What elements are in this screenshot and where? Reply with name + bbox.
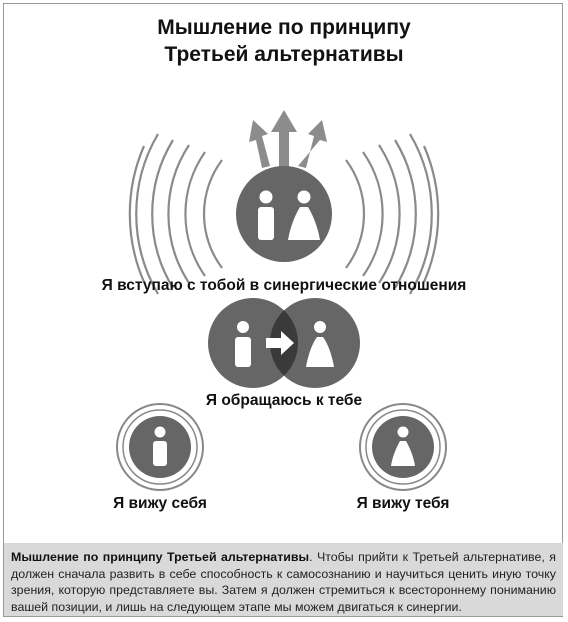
see-self-icon	[117, 404, 203, 490]
person-i-icon	[235, 321, 251, 367]
label-reach-out: Я обращаюсь к тебе	[205, 392, 363, 409]
label-see-self: Я вижу себя	[113, 495, 207, 512]
title-line-2: Третьей альтернативы	[164, 43, 404, 66]
figure-caption	[4, 543, 563, 616]
caption-bold: Мышление по принципу Третьей альтернативы	[11, 550, 310, 564]
up-arrows-icon	[249, 110, 327, 168]
label-synergy: Я вступаю с тобой в синергические отношения	[101, 277, 467, 294]
reach-out-circles	[208, 298, 360, 388]
person-i-icon	[258, 191, 274, 241]
see-you-icon	[360, 404, 446, 490]
label-see-you: Я вижу тебя	[356, 495, 450, 512]
caption-text: . Чтобы прийти к Третьей альтернативе, я должен сначала развить в себе способность к самосознанию и научиться ценить иную точку зрения, которую представляете вы. Затем я должен стремиться к всестороннему пониманию вашей позиции, и лишь на следующем этапе мы можем двигаться к синергии.	[11, 550, 556, 614]
synergy-circle	[236, 166, 332, 262]
title-line-1: Мышление по принципу	[157, 16, 411, 39]
